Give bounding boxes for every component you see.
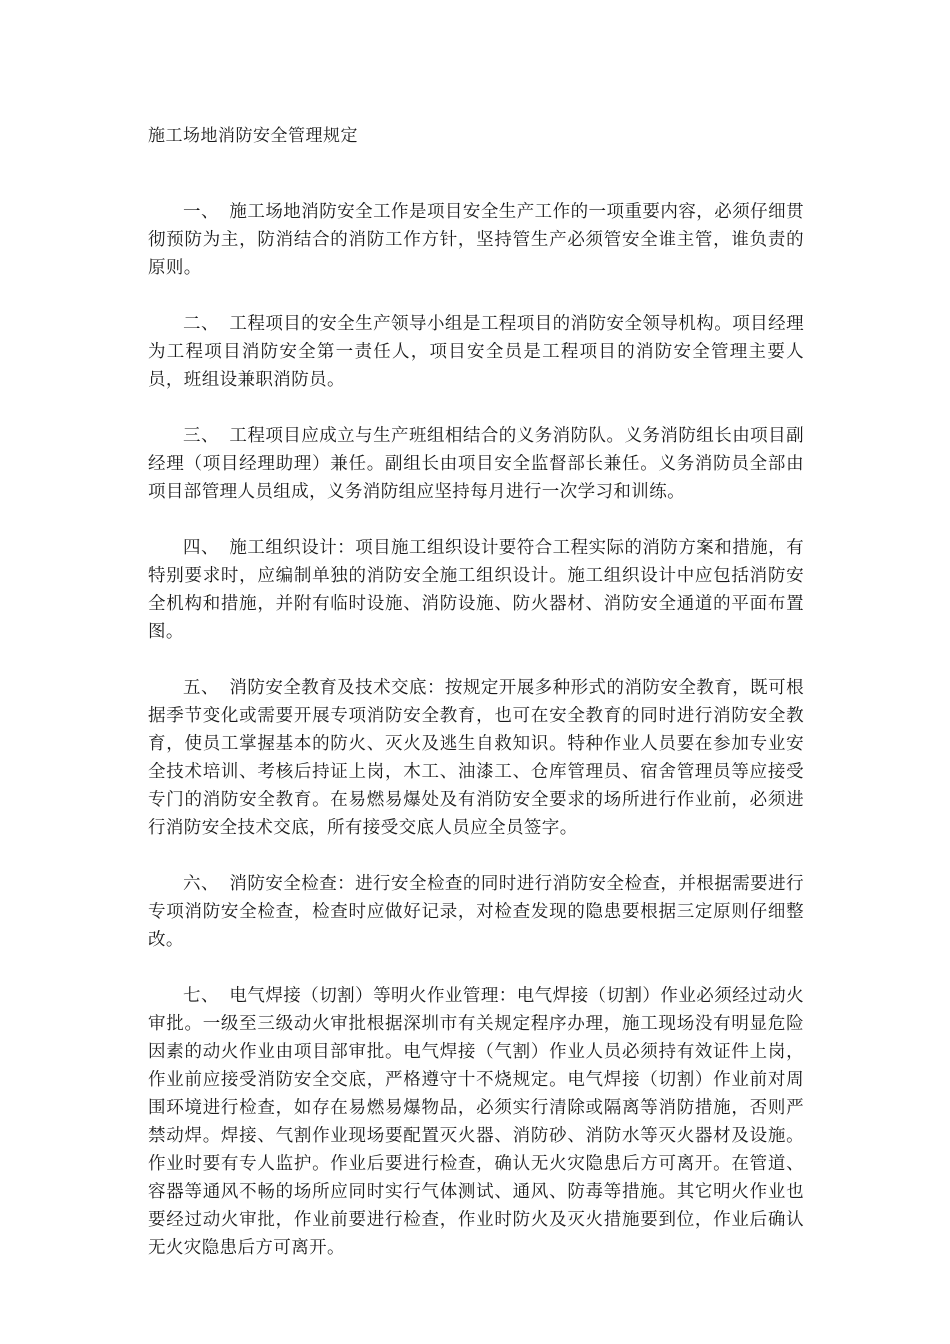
- section-number: 四、: [183, 538, 219, 558]
- section-text: 消防安全检查：进行安全检查的同时进行消防安全检查，并根据需要进行专项消防安全检查，检查时应做好记录，对检查发现的隐患要根据三定原则仔细整改。: [148, 874, 804, 950]
- section-text: 消防安全教育及技术交底：按规定开展多种形式的消防安全教育，既可根据季节变化或需要开展专项消防安全教育，也可在安全教育的同时进行消防安全教育，使员工掌握基本的防火、灭火及逃生自救知识。特种作业人员要在参加专业安全技术培训、考核后持证上岗，木工、油漆工、仓库管理员、宿舍管理员等应接受专门的消防安全教育。在易燃易爆处及有消防安全要求的场所进行作业前，必须进行消防安全技术交底，所有接受交底人员应全员签字。: [148, 678, 804, 838]
- section-text: 电气焊接（切割）等明火作业管理：电气焊接（切割）作业必须经过动火审批。一级至三级动火审批根据深圳市有关规定程序办理，施工现场没有明显危险因素的动火作业由项目部审批。电气焊接（气割）作业人员必须持有效证件上岗，作业前应接受消防安全交底，严格遵守十不烧规定。电气焊接（切割）作业前对周围环境进行检查，如存在易燃易爆物品，必须实行清除或隔离等消防措施，否则严禁动焊。焊接、气割作业现场要配置灭火器、消防砂、消防水等灭火器材及设施。作业时要有专人监护。作业后要进行检查，确认无火灾隐患后方可离开。在管道、容器等通风不畅的场所应同时实行气体测试、通风、防毒等措施。其它明火作业也要经过动火审批，作业前要进行检查，作业时防火及灭火措施要到位，作业后确认无火灾隐患后方可离开。: [148, 986, 804, 1258]
- section-number: 三、: [183, 426, 219, 446]
- section-6: [148, 870, 804, 954]
- document-title: 施工场地消防安全管理规定: [148, 126, 358, 146]
- section-5: [148, 674, 804, 842]
- section-text: 施工场地消防安全工作是项目安全生产工作的一项重要内容，必须仔细贯彻预防为主，防消结合的消防工作方针，坚持管生产必须管安全谁主管，谁负责的原则。: [148, 202, 804, 278]
- section-1: [148, 198, 804, 282]
- section-4: [148, 534, 804, 646]
- section-3: [148, 422, 804, 506]
- section-number: 五、: [183, 678, 219, 698]
- document-page: [148, 122, 804, 1290]
- section-7: [148, 982, 804, 1262]
- section-number: 一、: [183, 202, 219, 222]
- section-text: 工程项目的安全生产领导小组是工程项目的消防安全领导机构。项目经理为工程项目消防安全第一责任人，项目安全员是工程项目的消防安全管理主要人员，班组设兼职消防员。: [148, 314, 804, 390]
- section-number: 七、: [183, 986, 219, 1006]
- section-number: 六、: [183, 874, 219, 894]
- section-text: 工程项目应成立与生产班组相结合的义务消防队。义务消防组长由项目副经理（项目经理助理）兼任。副组长由项目安全监督部长兼任。义务消防员全部由项目部管理人员组成，义务消防组应坚持每月进行一次学习和训练。: [148, 426, 804, 502]
- section-text: 施工组织设计：项目施工组织设计要符合工程实际的消防方案和措施，有特别要求时，应编制单独的消防安全施工组织设计。施工组织设计中应包括消防安全机构和措施，并附有临时设施、消防设施、防火器材、消防安全通道的平面布置图。: [148, 538, 804, 642]
- section-number: 二、: [183, 314, 219, 334]
- section-2: [148, 310, 804, 394]
